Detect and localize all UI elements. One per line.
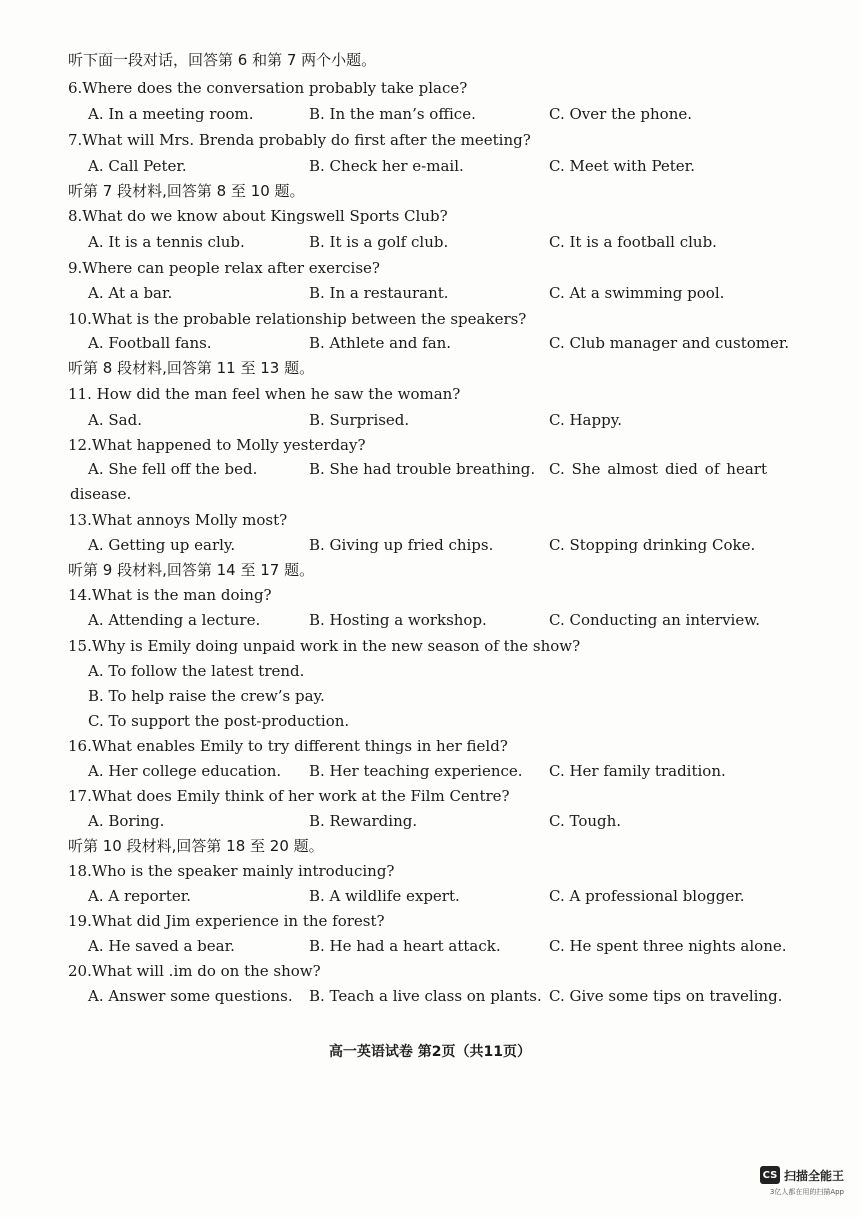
option-b: B. Rewarding. — [309, 812, 418, 830]
question-stem — [0, 634, 860, 659]
question-text: 20.What will .im do on the show? — [68, 962, 321, 980]
section-instruction — [0, 834, 860, 859]
option-b: B. Her teaching experience. — [309, 762, 523, 780]
option-single: C. To support the post-production. — [88, 712, 350, 730]
question-stem — [0, 734, 860, 759]
section-instruction-text: 听第 9 段材料,回答第 14 至 17 题。 — [68, 561, 315, 579]
option-b: B. He had a heart attack. — [309, 937, 501, 955]
option-b: B. It is a golf club. — [309, 233, 449, 251]
option-row — [0, 408, 860, 433]
option-row — [0, 934, 860, 959]
option-a: A. He saved a bear. — [88, 937, 235, 955]
option-b: B. A wildlife expert. — [309, 887, 460, 905]
question-stem — [0, 508, 860, 533]
section-instruction-text: 听第 10 段材料,回答第 18 至 20 题。 — [68, 837, 324, 855]
option-row — [0, 102, 860, 127]
option-c: C. A professional blogger. — [549, 887, 745, 905]
option-b: B. In a restaurant. — [309, 284, 449, 302]
wrapped-text — [0, 482, 860, 507]
option-row — [0, 709, 860, 734]
question-text: 17.What does Emily think of her work at the Film Centre? — [68, 787, 510, 805]
option-row — [0, 154, 860, 179]
option-c: C. Conducting an interview. — [549, 611, 761, 629]
section-instruction — [0, 48, 860, 73]
question-text: 16.What enables Emily to try different things in her field? — [68, 737, 508, 755]
option-b: B. Surprised. — [309, 411, 410, 429]
option-c: C. Tough. — [549, 812, 622, 830]
question-text: 14.What is the man doing? — [68, 586, 272, 604]
option-row — [0, 884, 860, 909]
question-stem — [0, 204, 860, 229]
section-instruction-text: 听第 7 段材料,回答第 8 至 10 题。 — [68, 182, 305, 200]
option-c: C. He spent three nights alone. — [549, 937, 787, 955]
scanner-tagline: 3亿人都在用的扫描App — [769, 1188, 844, 1196]
question-text: 7.What will Mrs. Brenda probably do first after the meeting? — [68, 131, 531, 149]
option-row — [0, 457, 860, 482]
option-c: C. She almost died of heart — [549, 460, 767, 478]
option-a: A. She fell off the bed. — [88, 460, 258, 478]
option-a: A. At a bar. — [88, 284, 173, 302]
question-stem — [0, 307, 860, 332]
option-b: B. Giving up fried chips. — [309, 536, 494, 554]
question-text: 10.What is the probable relationship between the speakers? — [68, 310, 527, 328]
question-stem — [0, 583, 860, 608]
option-a: A. Football fans. — [88, 334, 212, 352]
option-a: A. It is a tennis club. — [88, 233, 245, 251]
option-row — [0, 684, 860, 709]
question-text: 13.What annoys Molly most? — [68, 511, 288, 529]
option-row — [0, 230, 860, 255]
page-footer: 高一英语试卷 第2页（共11页） — [328, 1044, 532, 1060]
question-stem — [0, 433, 860, 458]
option-a: A. Boring. — [88, 812, 165, 830]
option-a: A. Attending a lecture. — [88, 611, 261, 629]
section-instruction — [0, 179, 860, 204]
question-stem — [0, 784, 860, 809]
option-a: A. Her college education. — [88, 762, 282, 780]
option-c: C. At a swimming pool. — [549, 284, 725, 302]
section-instruction-text: 听下面一段对话，回答第 6 和第 7 两个小题。 — [68, 51, 377, 69]
question-stem — [0, 76, 860, 101]
option-b: B. Check her e-mail. — [309, 157, 464, 175]
question-stem — [0, 959, 860, 984]
option-a: A. In a meeting room. — [88, 105, 254, 123]
question-text: 19.What did Jim experience in the forest? — [68, 912, 385, 930]
question-stem — [0, 256, 860, 281]
question-text: 15.Why is Emily doing unpaid work in the new season of the show? — [68, 637, 581, 655]
question-stem — [0, 128, 860, 153]
section-instruction — [0, 558, 860, 583]
option-single: A. To follow the latest trend. — [88, 662, 305, 680]
option-c: C. Happy. — [549, 411, 622, 429]
option-row — [0, 331, 860, 356]
option-b: B. Teach a live class on plants. — [309, 987, 542, 1005]
scanner-name: 扫描全能王 — [783, 1168, 844, 1183]
option-c: C. Over the phone. — [549, 105, 692, 123]
question-stem — [0, 909, 860, 934]
option-c: C. Give some tips on traveling. — [549, 987, 783, 1005]
question-text: 12.What happened to Molly yesterday? — [68, 436, 366, 454]
question-text: 9.Where can people relax after exercise? — [68, 259, 380, 277]
question-text: 6.Where does the conversation probably take place? — [68, 79, 468, 97]
option-row — [0, 984, 860, 1009]
wrapped-text-content: disease. — [70, 485, 132, 503]
camscanner-icon: CS — [760, 1166, 780, 1184]
option-c: C. Meet with Peter. — [549, 157, 695, 175]
option-c: C. Her family tradition. — [549, 762, 726, 780]
option-a: A. A reporter. — [88, 887, 192, 905]
option-c: C. Club manager and customer. — [549, 334, 790, 352]
question-text: 18.Who is the speaker mainly introducing? — [68, 862, 395, 880]
option-a: A. Sad. — [88, 411, 142, 429]
question-text: 8.What do we know about Kingswell Sports Club? — [68, 207, 448, 225]
option-single: B. To help raise the crew’s pay. — [88, 687, 325, 705]
option-a: A. Getting up early. — [88, 536, 236, 554]
section-instruction-text: 听第 8 段材料,回答第 11 至 13 题。 — [68, 359, 315, 377]
option-b: B. Hosting a workshop. — [309, 611, 487, 629]
option-row — [0, 759, 860, 784]
option-row — [0, 659, 860, 684]
option-row — [0, 608, 860, 633]
option-a: A. Call Peter. — [88, 157, 187, 175]
question-stem — [0, 382, 860, 407]
option-row — [0, 533, 860, 558]
section-instruction — [0, 356, 860, 381]
scanner-watermark — [740, 1166, 844, 1197]
option-c: C. Stopping drinking Coke. — [549, 536, 756, 554]
question-text: 11. How did the man feel when he saw the woman? — [68, 385, 461, 403]
option-b: B. She had trouble breathing. — [309, 460, 536, 478]
option-b: B. Athlete and fan. — [309, 334, 452, 352]
option-b: B. In the man’s office. — [309, 105, 476, 123]
option-row — [0, 281, 860, 306]
option-a: A. Answer some questions. — [88, 987, 293, 1005]
question-stem — [0, 859, 860, 884]
option-c: C. It is a football club. — [549, 233, 717, 251]
option-row — [0, 809, 860, 834]
